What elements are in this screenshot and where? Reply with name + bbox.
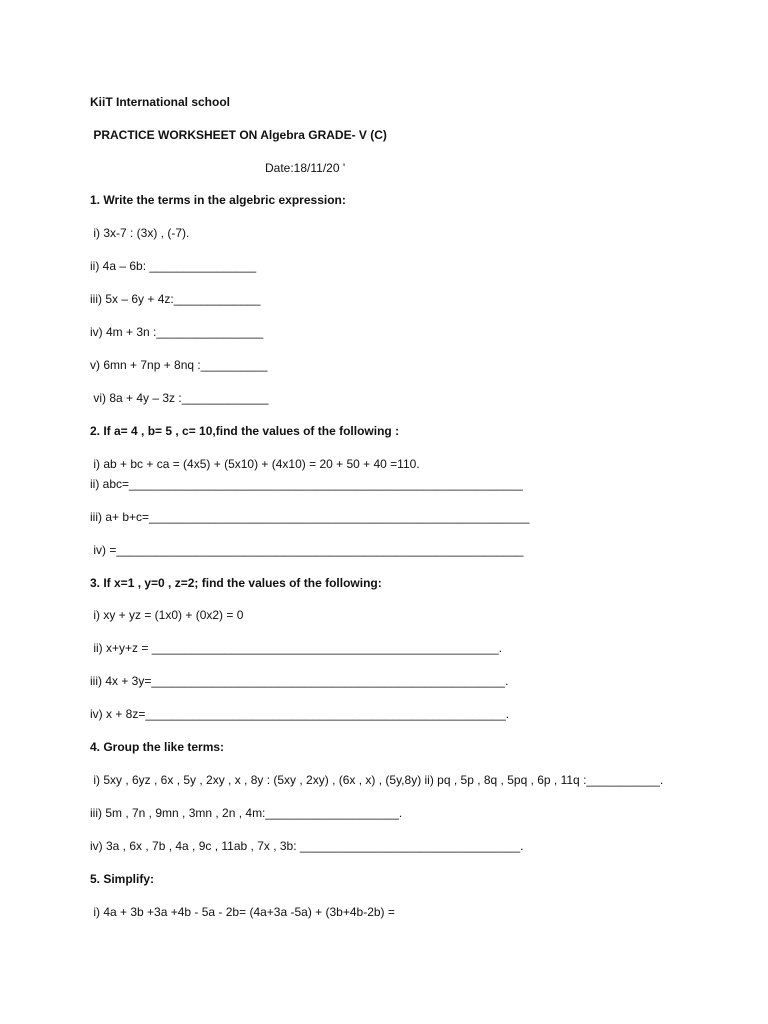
section-4-heading: 4. Group the like terms: [90, 740, 225, 754]
section-5-heading: 5. Simplify: [90, 872, 155, 886]
section-3-heading: 3. If x=1 , y=0 , z=2; find the values of the following: [90, 576, 382, 590]
section-4-item-3: iv) 3a , 6x , 7b , 4a , 9c , 11ab , 7x , 3b: _________________________________. [90, 839, 524, 853]
worksheet-title: PRACTICE WORKSHEET ON Algebra GRADE- V (C) [90, 128, 387, 142]
section-3-item-2: ii) x+y+z = ____________________________________________________. [90, 641, 503, 655]
section-3-item-3: iii) 4x + 3y=_____________________________________________________. [90, 674, 509, 688]
section-2-item-2: ii) abc=___________________________________________________________ [90, 477, 523, 491]
section-2-heading: 2. If a= 4 , b= 5 , c= 10,find the values of the following : [90, 424, 400, 438]
section-4-item-2: iii) 5m , 7n , 9mn , 3mn , 2n , 4m:____________________. [90, 806, 403, 820]
school-name: KiiT International school [90, 95, 231, 109]
section-1-item-2: ii) 4a – 6b: ________________ [90, 259, 257, 273]
section-2-item-3: iii) a+ b+c=_________________________________________________________ [90, 510, 530, 524]
section-1-item-6: vi) 8a + 4y – 3z :_____________ [90, 391, 269, 405]
section-2-item-1: i) ab + bc + ca = (4x5) + (5x10) + (4x10) = 20 + 50 + 40 =110. [90, 457, 420, 471]
section-3-item-4: iv) x + 8z=______________________________________________________. [90, 707, 510, 721]
section-1-item-5: v) 6mn + 7np + 8nq :__________ [90, 358, 268, 372]
section-3-item-1: i) xy + yz = (1x0) + (0x2) = 0 [90, 608, 244, 622]
worksheet-date: Date:18/11/20 ' [265, 161, 346, 175]
section-1-item-3: iii) 5x – 6y + 4z:_____________ [90, 292, 261, 306]
section-5-item-1: i) 4a + 3b +3a +4b - 5a - 2b= (4a+3a -5a) + (3b+4b-2b) = [90, 905, 395, 919]
section-1-item-4: iv) 4m + 3n :________________ [90, 325, 264, 339]
section-1-heading: 1. Write the terms in the algebric expression: [90, 193, 346, 207]
section-4-item-1: i) 5xy , 6yz , 6x , 5y , 2xy , x , 8y : (5xy , 2xy) , (6x , x) , (5y,8y) ii) pq , 5p , 8q , 5pq , 6p , 11q :___________. [90, 773, 664, 787]
section-2-item-4: iv) =_____________________________________________________________ [90, 543, 524, 557]
section-1-item-1: i) 3x-7 : (3x) , (-7). [90, 226, 190, 240]
